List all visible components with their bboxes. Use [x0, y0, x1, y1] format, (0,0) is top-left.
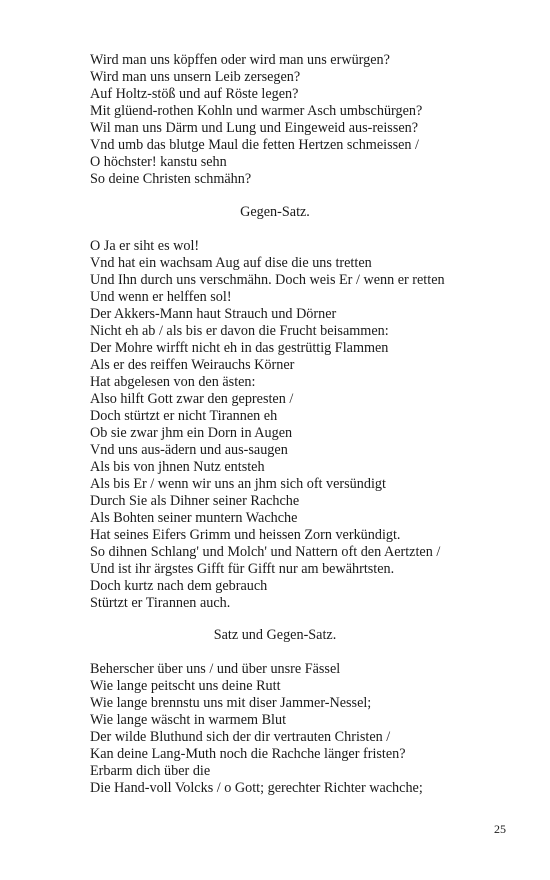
poem-line: Erbarm dich über die	[90, 763, 211, 779]
poem-line: O höchster! kanstu sehn	[90, 154, 227, 170]
poem-line: Wie lange brennstu uns mit diser Jammer-Nessel;	[90, 695, 372, 711]
poem-line: Vnd umb das blutge Maul die fetten Hertzen schmeissen /	[90, 137, 419, 153]
poem-line: Und ist ihr ärgstes Gifft für Gifft nur am bewährtsten.	[90, 561, 395, 577]
poem-line: Ob sie zwar jhm ein Dorn in Augen	[90, 425, 293, 441]
poem-line: Die Hand-voll Volcks / o Gott; gerechter Richter wachche;	[90, 780, 423, 796]
poem-line: Als Bohten seiner muntern Wachche	[90, 510, 298, 526]
poem-line: Der Akkers-Mann haut Strauch und Dörner	[90, 306, 337, 322]
poem-line: Wie lange peitscht uns deine Rutt	[90, 678, 281, 694]
section-heading-satz-und-gegen-satz: Satz und Gegen-Satz.	[213, 627, 337, 643]
poem-line: Durch Sie als Dihner seiner Rachche	[90, 493, 300, 509]
poem-line: Hat abgelesen von den ästen:	[90, 374, 256, 390]
poem-line: Stürtzt er Tirannen auch.	[90, 595, 231, 611]
poem-line: Mit glüend-rothen Kohln und warmer Asch umbschürgen?	[90, 103, 423, 119]
poem-line: Als bis Er / wenn wir uns an jhm sich oft versündigt	[90, 476, 386, 492]
poem-line: Doch kurtz nach dem gebrauch	[90, 578, 268, 594]
poem-line: Vnd uns aus-ädern und aus-saugen	[90, 442, 288, 458]
poem-line: Der Mohre wirfft nicht eh in das gestrüttig Flammen	[90, 340, 389, 356]
poem-line: O Ja er siht es wol!	[90, 238, 200, 254]
poem-line: Auf Holtz-stöß und auf Röste legen?	[90, 86, 299, 102]
poem-line: Wird man uns unsern Leib zersegen?	[90, 69, 301, 85]
poem-stanza-3	[90, 661, 510, 797]
poem-line: Doch stürtzt er nicht Tirannen eh	[90, 408, 278, 424]
poem-line: Und wenn er helffen sol!	[90, 289, 232, 305]
poem-line: Als bis von jhnen Nutz entsteh	[90, 459, 265, 475]
poem-line: Hat seines Eifers Grimm und heissen Zorn verkündigt.	[90, 527, 401, 543]
poem-line: Beherscher über uns / und über unsre Fässel	[90, 661, 341, 677]
page-number: 25	[494, 822, 506, 836]
poem-stanza-2	[90, 238, 510, 612]
poem-line: So deine Christen schmähn?	[90, 171, 252, 187]
poem-line: Vnd hat ein wachsam Aug auf dise die uns tretten	[90, 255, 372, 271]
poem-line: Wil man uns Därm und Lung und Eingeweid aus-reissen?	[90, 120, 419, 136]
poem-line: Wird man uns köpffen oder wird man uns erwürgen?	[90, 52, 390, 68]
poem-stanza-1	[90, 52, 510, 188]
poem-line: Nicht eh ab / als bis er davon die Frucht beisammen:	[90, 323, 389, 339]
section-heading-gegen-satz: Gegen-Satz.	[240, 204, 310, 220]
poem-line: Also hilft Gott zwar den gepresten /	[90, 391, 294, 407]
poem-line: Wie lange wäscht in warmem Blut	[90, 712, 287, 728]
poem-line: Der wilde Bluthund sich der dir vertrauten Christen /	[90, 729, 391, 745]
poem-line: Und Ihn durch uns verschmähn. Doch weis Er / wenn er retten	[90, 272, 445, 288]
poem-line: Kan deine Lang-Muth noch die Rachche länger fristen?	[90, 746, 406, 762]
poem-line: Als er des reiffen Weirauchs Körner	[90, 357, 295, 373]
poem-line: So dihnen Schlang' und Molch' und Nattern oft den Aertzten /	[90, 544, 441, 560]
